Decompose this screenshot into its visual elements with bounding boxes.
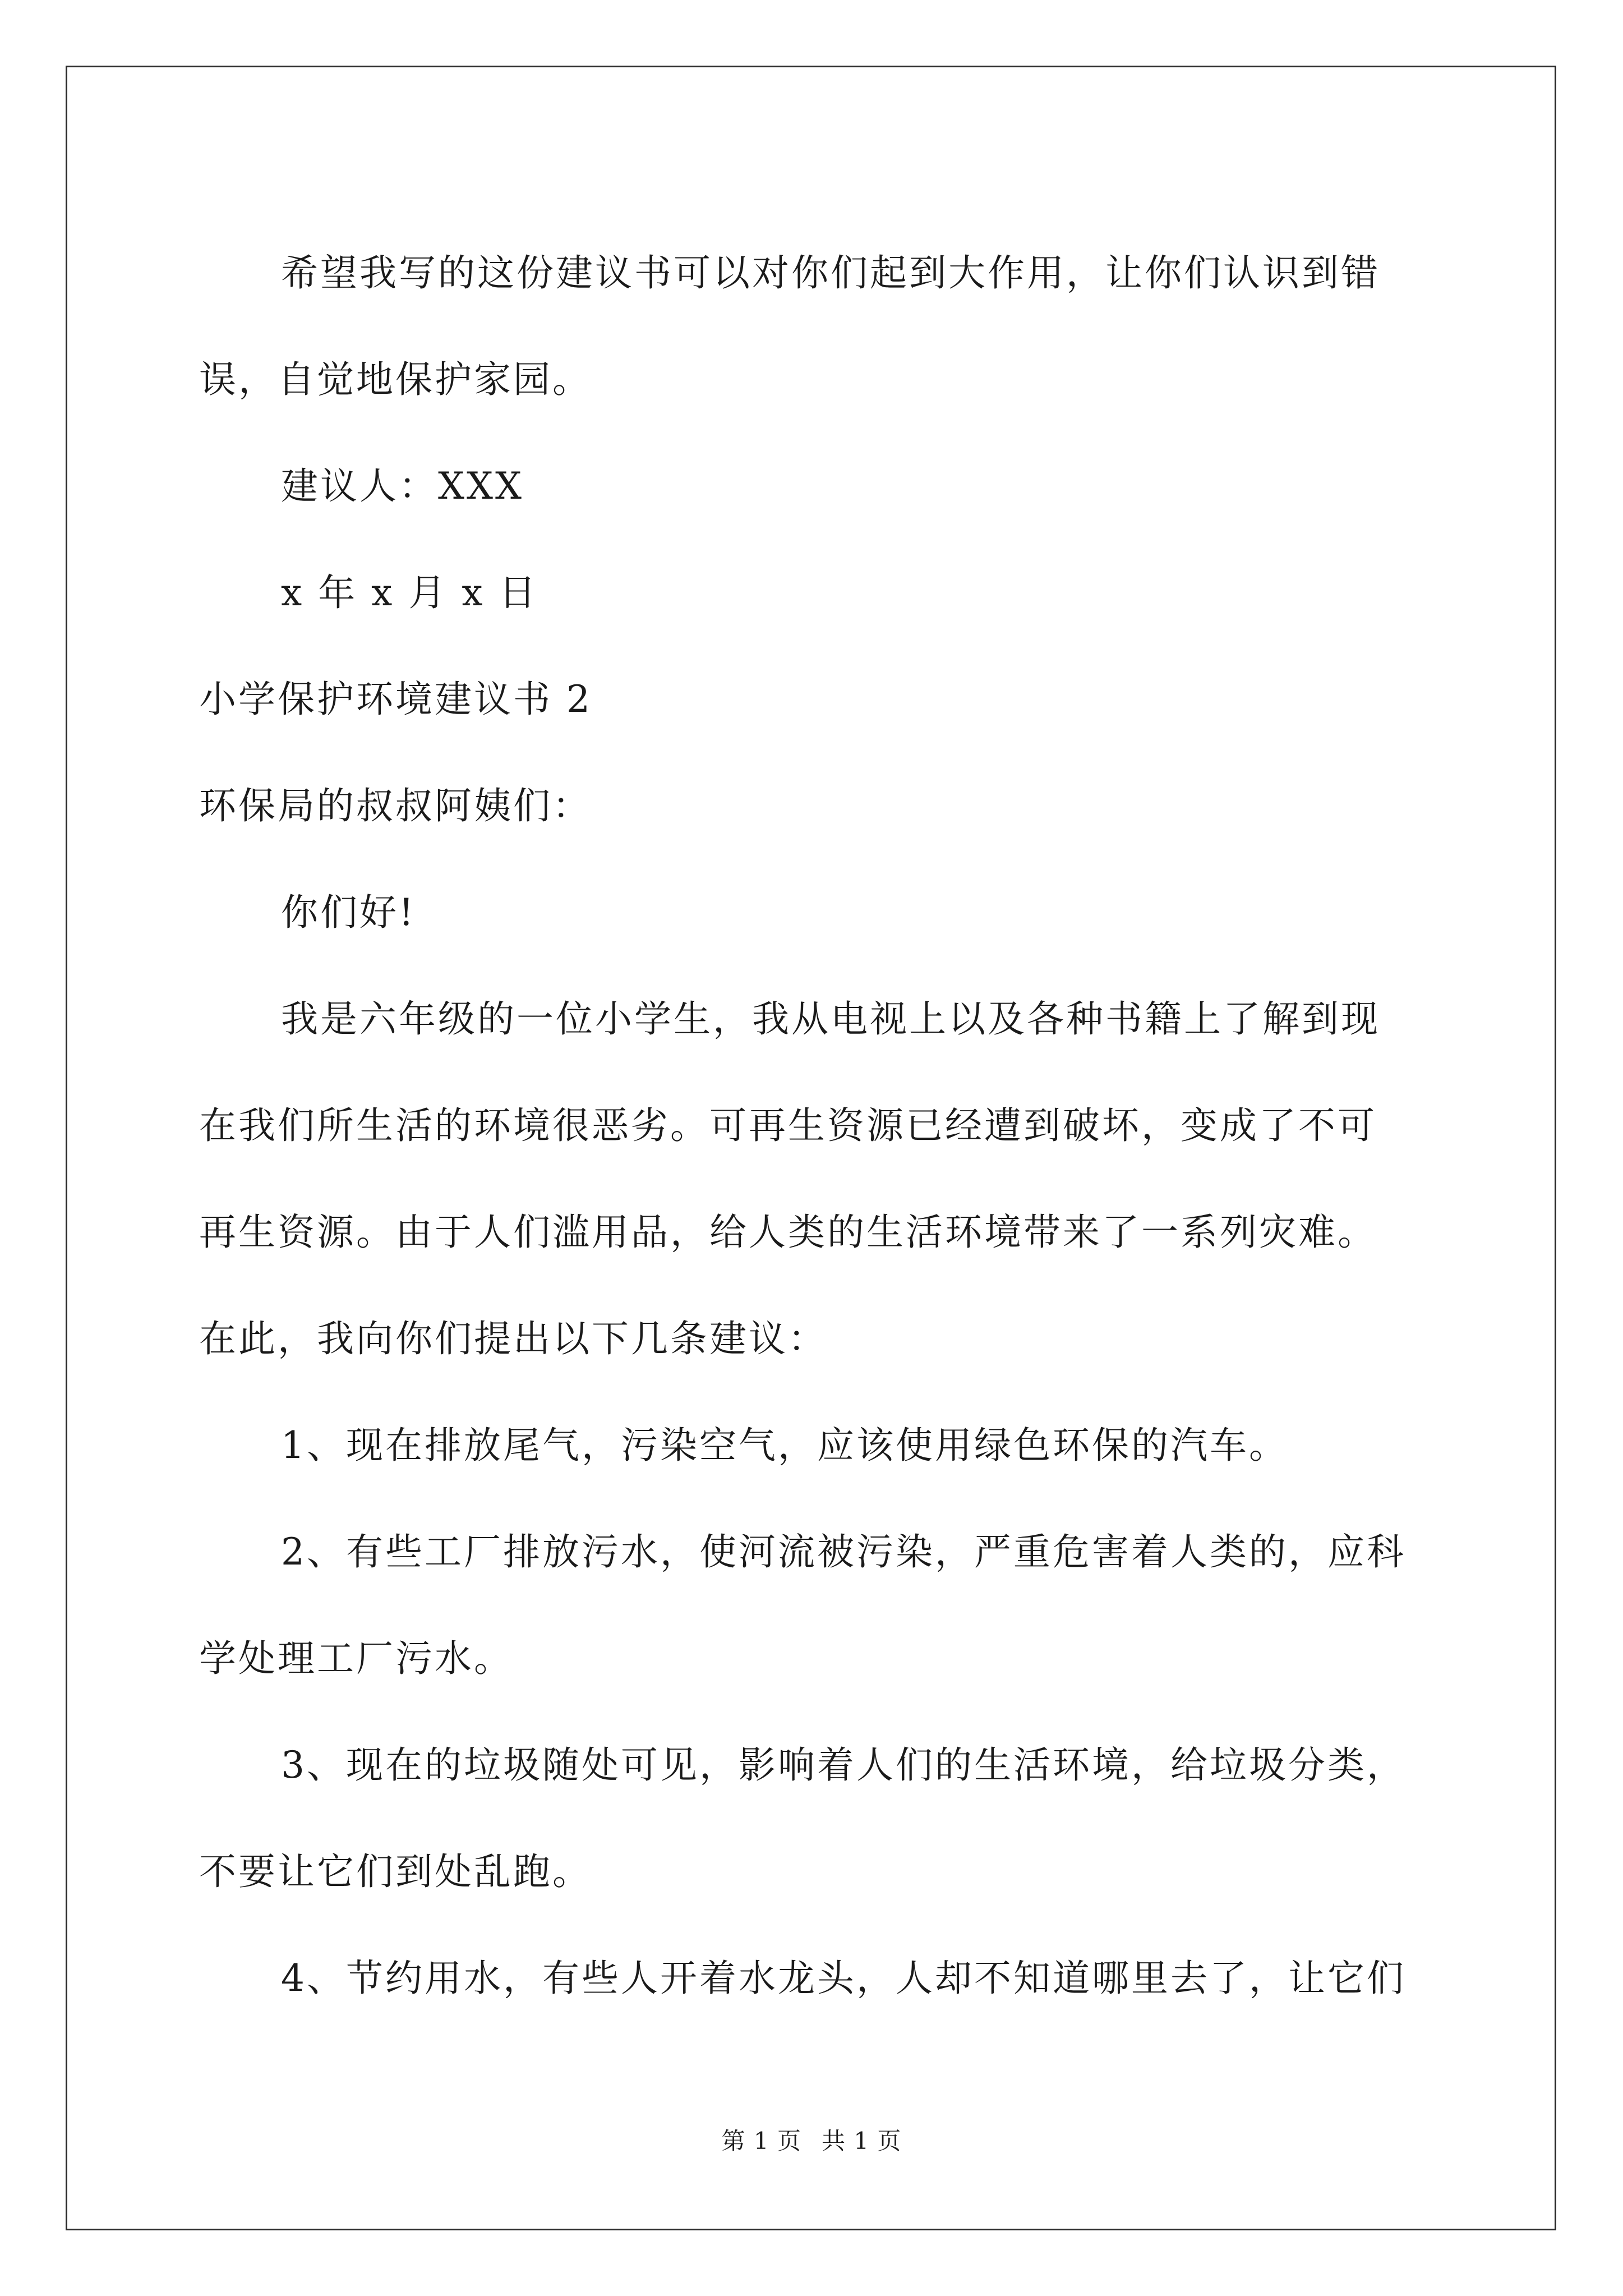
signature-line: 建议人：XXX bbox=[281, 464, 524, 508]
page-total: 共 1 页 bbox=[822, 2127, 902, 2155]
document-body bbox=[199, 220, 1427, 2032]
date-line: x 年 x 月 x 日 bbox=[281, 571, 538, 614]
page-footer bbox=[0, 2127, 1623, 2155]
greeting: 你们好! bbox=[281, 891, 416, 934]
paragraph-line: 在我们所生活的环境很恶劣。可再生资源已经遭到破坏，变成了不可 bbox=[199, 1104, 1377, 1147]
list-item: 1、现在排放尾气，污染空气，应该使用绿色环保的汽车。 bbox=[281, 1424, 1288, 1467]
list-item-continuation: 不要让它们到处乱跑。 bbox=[199, 1850, 592, 1893]
salutation: 环保局的叔叔阿姨们： bbox=[199, 784, 592, 827]
paragraph-line: 误，自觉地保护家园。 bbox=[199, 358, 592, 401]
list-item: 3、现在的垃圾随处可见，影响着人们的生活环境，给垃圾分类， bbox=[281, 1743, 1406, 1787]
paragraph-line: 希望我写的这份建议书可以对你们起到大作用，让你们认识到错 bbox=[281, 251, 1380, 295]
paragraph-line: 再生资源。由于人们滥用品，给人类的生活环境带来了一系列灾难。 bbox=[199, 1211, 1377, 1254]
section-title: 小学保护环境建议书 2 bbox=[199, 678, 592, 721]
list-item: 4、节约用水，有些人开着水龙头，人却不知道哪里去了，让它们 bbox=[281, 1957, 1406, 2000]
list-item-continuation: 学处理工厂污水。 bbox=[199, 1637, 513, 1680]
paragraph-line: 在此，我向你们提出以下几条建议： bbox=[199, 1317, 827, 1360]
list-item: 2、有些工厂排放污水，使河流被污染，严重危害着人类的，应科 bbox=[281, 1530, 1406, 1573]
paragraph-line: 我是六年级的一位小学生，我从电视上以及各种书籍上了解到现 bbox=[281, 997, 1380, 1041]
page-number: 第 1 页 bbox=[721, 2127, 801, 2155]
